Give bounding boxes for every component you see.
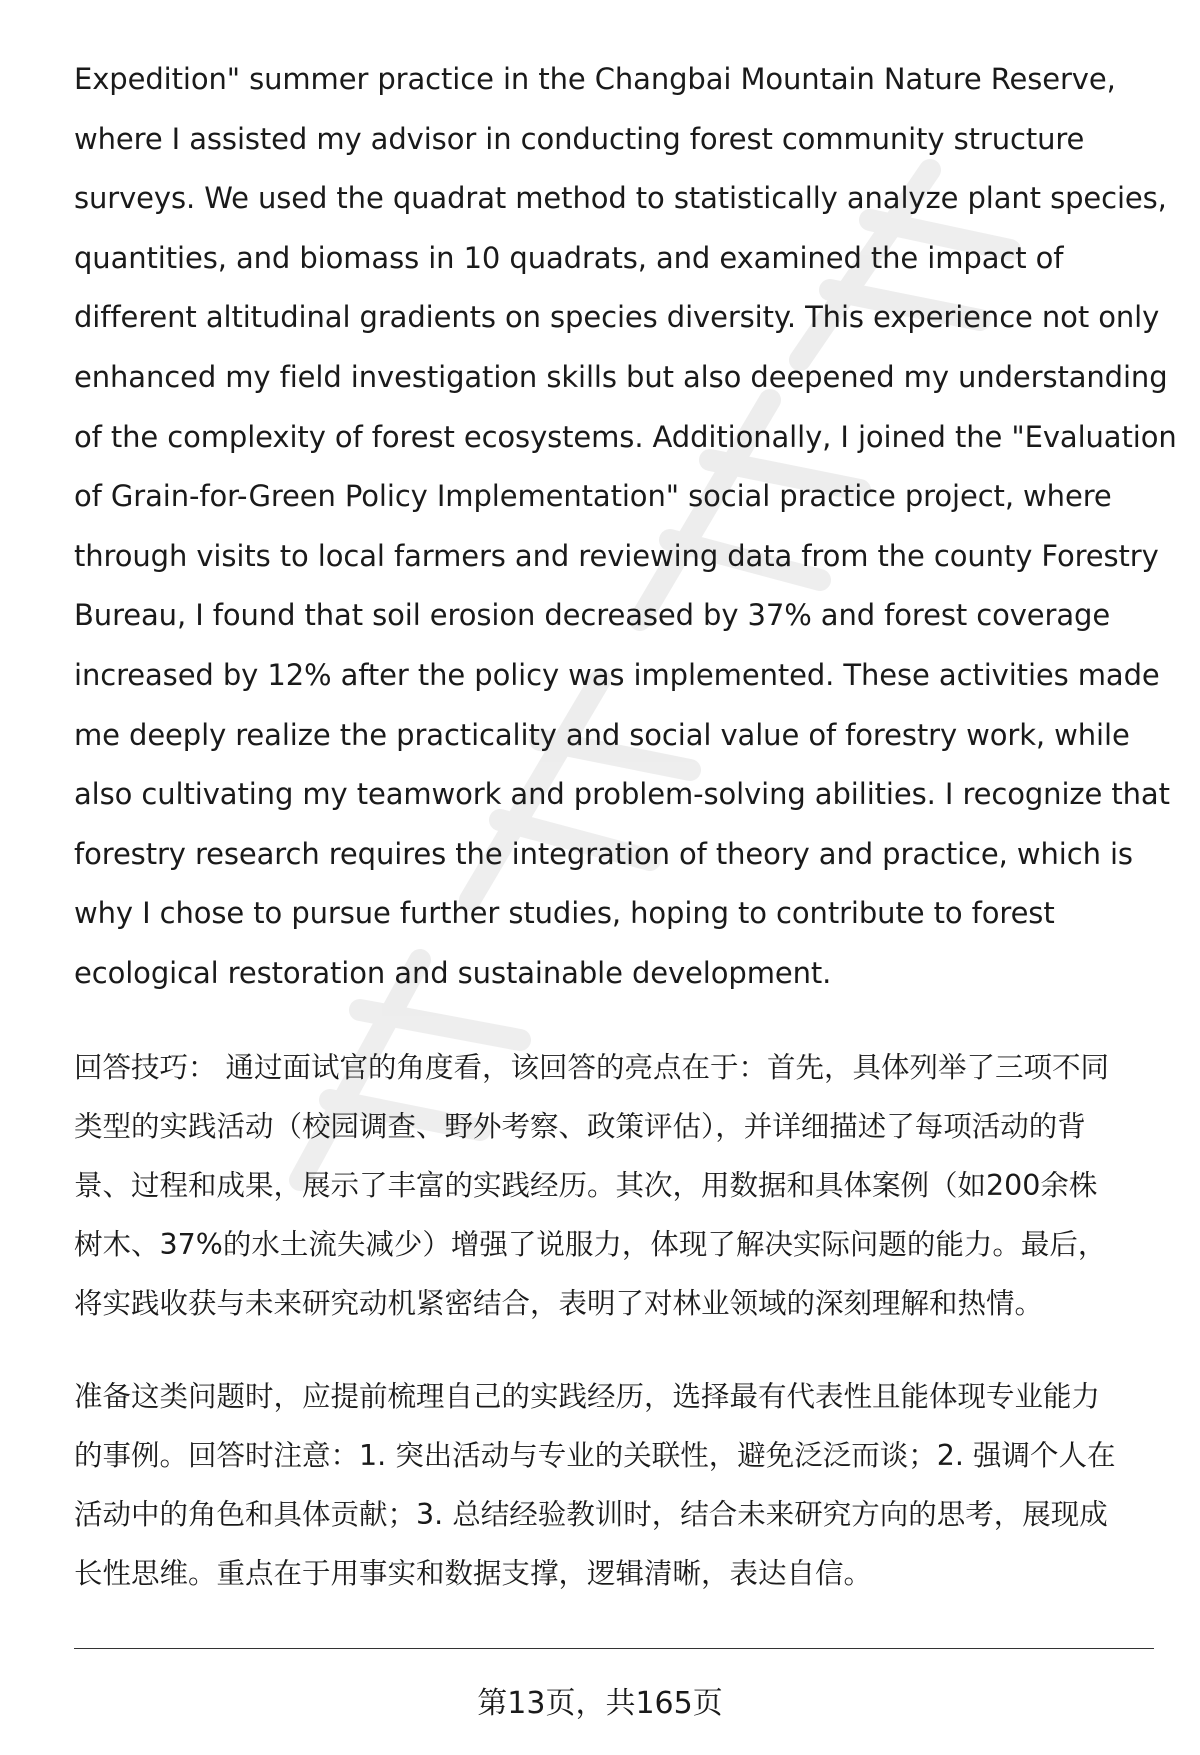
answer-line: ecological restoration and sustainable development. <box>74 955 832 990</box>
tips-line: 将实践收获与未来研究动机紧密结合，表明了对林业领域的深刻理解和热情。 <box>74 1286 1044 1320</box>
answer-line: quantities, and biomass in 10 quadrats, and examined the impact of <box>74 240 1064 275</box>
answer-line: me deeply realize the practicality and social value of forestry work, while <box>74 717 1130 752</box>
answer-line: increased by 12% after the policy was implemented. These activities made <box>74 657 1160 692</box>
preparation-paragraph <box>74 1367 1154 1603</box>
prep-line: 长性思维。重点在于用事实和数据支撑，逻辑清晰，表达自信。 <box>74 1556 873 1590</box>
page-content <box>74 50 1177 1603</box>
tips-line: 类型的实践活动（校园调查、野外考察、政策评估），并详细描述了每项活动的背 <box>74 1109 1086 1143</box>
answer-line: Bureau, I found that soil erosion decreased by 37% and forest coverage <box>74 598 1111 633</box>
answer-line: enhanced my field investigation skills but also deepened my understanding <box>74 359 1168 394</box>
footer-divider <box>74 1648 1154 1649</box>
answer-line: forestry research requires the integration of theory and practice, which is <box>74 836 1133 871</box>
tips-line: 回答技巧： 通过面试官的角度看，该回答的亮点在于：首先，具体列举了三项不同 <box>74 1050 1110 1084</box>
answer-tips-paragraph <box>74 1038 1154 1333</box>
answer-line: why I chose to pursue further studies, hoping to contribute to forest <box>74 896 1055 931</box>
answer-line: surveys. We used the quadrat method to statistically analyze plant species, <box>74 181 1167 216</box>
prep-line: 准备这类问题时，应提前梳理自己的实践经历，选择最有代表性且能体现专业能力 <box>74 1379 1101 1413</box>
answer-paragraph <box>74 50 1177 1004</box>
tips-line: 树木、37%的水土流失减少）增强了说服力，体现了解决实际问题的能力。最后， <box>74 1227 1107 1261</box>
answer-line: Expedition" summer practice in the Changbai Mountain Nature Reserve, <box>74 62 1116 96</box>
answer-line: through visits to local farmers and reviewing data from the county Forestry <box>74 538 1159 573</box>
answer-line: also cultivating my teamwork and problem-solving abilities. I recognize that <box>74 777 1170 812</box>
answer-line: different altitudinal gradients on species diversity. This experience not only <box>74 300 1160 335</box>
tips-line: 景、过程和成果，展示了丰富的实践经历。其次，用数据和具体案例（如200余株 <box>74 1168 1098 1202</box>
prep-line: 活动中的角色和具体贡献；3. 总结经验教训时，结合未来研究方向的思考，展现成 <box>74 1497 1108 1531</box>
answer-line: where I assisted my advisor in conducting forest community structure <box>74 121 1085 156</box>
answer-line: of the complexity of forest ecosystems. Additionally, I joined the "Evaluation <box>74 419 1177 454</box>
prep-line: 的事例。回答时注意：1. 突出活动与专业的关联性，避免泛泛而谈；2. 强调个人在 <box>74 1438 1116 1472</box>
page-number: 第13页，共165页 <box>477 1686 723 1721</box>
answer-line: of Grain-for-Green Policy Implementation" social practice project, where <box>74 479 1112 514</box>
